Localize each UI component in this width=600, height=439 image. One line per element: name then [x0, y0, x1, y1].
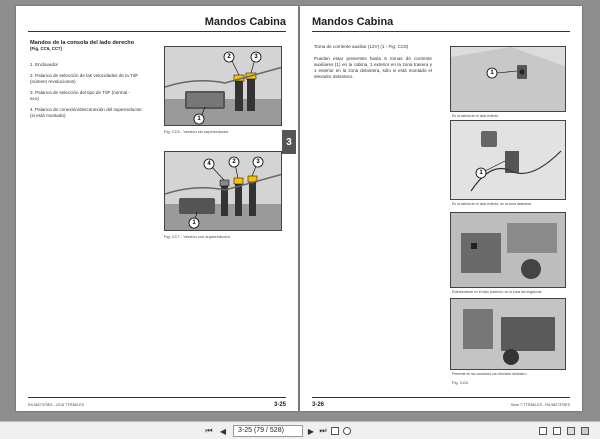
figure-cc6 [164, 46, 282, 126]
svg-text:4: 4 [207, 161, 211, 167]
svg-text:1: 1 [490, 70, 494, 76]
figure-cc8-d-illustration [451, 299, 566, 370]
figure-cc8-d [450, 298, 566, 370]
svg-text:2: 2 [232, 159, 236, 165]
section-title: Toma de corriente auxiliar (12V) (1 - Fig. CC8) [314, 44, 409, 49]
figure-cc7-illustration [165, 152, 282, 231]
item-2: 2. Palanca de selección de las velocidades de la TdF (número revoluciones) [30, 73, 139, 84]
callout-1 [476, 168, 486, 178]
page-footer: Serie T-TTR380-ES - RA 9827379ES [510, 403, 570, 407]
figure-cc8-b-caption: En la cabina en el lado exterior, en la zona delantera [452, 202, 531, 206]
page-number: 3-25 [273, 402, 286, 408]
figure-cc8-c-caption: Exteriormente en el lado posterior, en la zona del enganche [452, 290, 542, 294]
first-page-button[interactable]: ⏮ [205, 426, 213, 435]
figure-cc7-caption: Fig. CC7 - Versión con superreductor [164, 234, 231, 239]
window-icon[interactable] [552, 425, 562, 437]
figure-cc8-b [450, 120, 566, 200]
callout-2 [229, 157, 239, 167]
figure-cc8-d-caption: Presente en las versiones con elevador delantero [452, 372, 527, 376]
callout-1 [487, 68, 497, 78]
figure-cc6-caption: Fig. CC6 - Versión sin superreductor [164, 129, 229, 134]
section [30, 40, 150, 119]
svg-text:1: 1 [197, 116, 201, 122]
footer-rule [312, 397, 570, 398]
callout-1 [189, 218, 199, 228]
svg-text:3: 3 [254, 54, 258, 60]
last-page-button[interactable]: ⏭ [319, 426, 327, 435]
next-page-button[interactable]: ▶ [307, 426, 315, 436]
section-title: Mandos de la consola del lado derecho [30, 40, 135, 46]
section [314, 44, 432, 80]
header-rule [312, 31, 570, 32]
page-number: 3-26 [312, 402, 325, 408]
callout-4 [204, 159, 214, 169]
callout-2 [224, 52, 234, 62]
svg-text:2: 2 [227, 54, 231, 60]
figure-cc7 [164, 151, 282, 231]
svg-text:1: 1 [479, 170, 483, 176]
svg-text:1: 1 [192, 220, 196, 226]
callout-1 [194, 114, 204, 124]
callout-3 [251, 52, 261, 62]
page-header: Mandos Cabina [312, 16, 394, 28]
rotate-icon[interactable] [538, 425, 548, 437]
zoom-icon[interactable] [342, 425, 352, 437]
figure-cc8-b-illustration [451, 121, 566, 200]
figure-cc6-illustration [165, 47, 282, 126]
figure-cc8-c-illustration [451, 213, 566, 288]
item-1: 1. Enclavador [30, 62, 59, 67]
viewer-toolbar [0, 421, 600, 439]
close-icon[interactable] [580, 425, 590, 437]
footer-rule [28, 397, 286, 398]
page-number-input[interactable]: 3-25 (79 / 528) [233, 425, 303, 437]
left-page [16, 6, 298, 411]
section-paragraph: Pueden estar presentes hasta 5 tomas de corriente auxiliares (1) en la cabina, 1 exterior en la zona trasera y 1 exterior en la zona delantera, sólo si está montado el elevador delantero. [314, 56, 432, 79]
figure-cc8-a-caption: En la cabina en el lado exterior [452, 114, 499, 118]
figure-cc8-label: Fig. CC8 [452, 380, 468, 385]
figure-cc8-a [450, 46, 566, 112]
callout-3 [253, 157, 263, 167]
header-rule [28, 31, 286, 32]
section-ref: (Fig. CC6, CC7) [30, 46, 62, 51]
right-page [300, 6, 582, 411]
chapter-tab: 3 [282, 130, 296, 154]
figure-cc8-a-illustration [451, 47, 566, 112]
item-4: 4. Palanca de conexión/desconexión del superreductor (si está montado) [30, 107, 142, 118]
svg-text:3: 3 [256, 159, 260, 165]
page-footer: RA 9827379ES - 2X15 TTR380-ES [28, 403, 85, 407]
page-header: Mandos Cabina [204, 16, 286, 28]
page-fit-icon[interactable] [330, 425, 340, 437]
figure-cc8-c [450, 212, 566, 288]
prev-page-button[interactable]: ◀ [219, 426, 227, 436]
fullscreen-icon[interactable] [566, 425, 576, 437]
item-3: 3. Palanca de selección del tipo de TdF (normal - eco) [30, 90, 131, 101]
